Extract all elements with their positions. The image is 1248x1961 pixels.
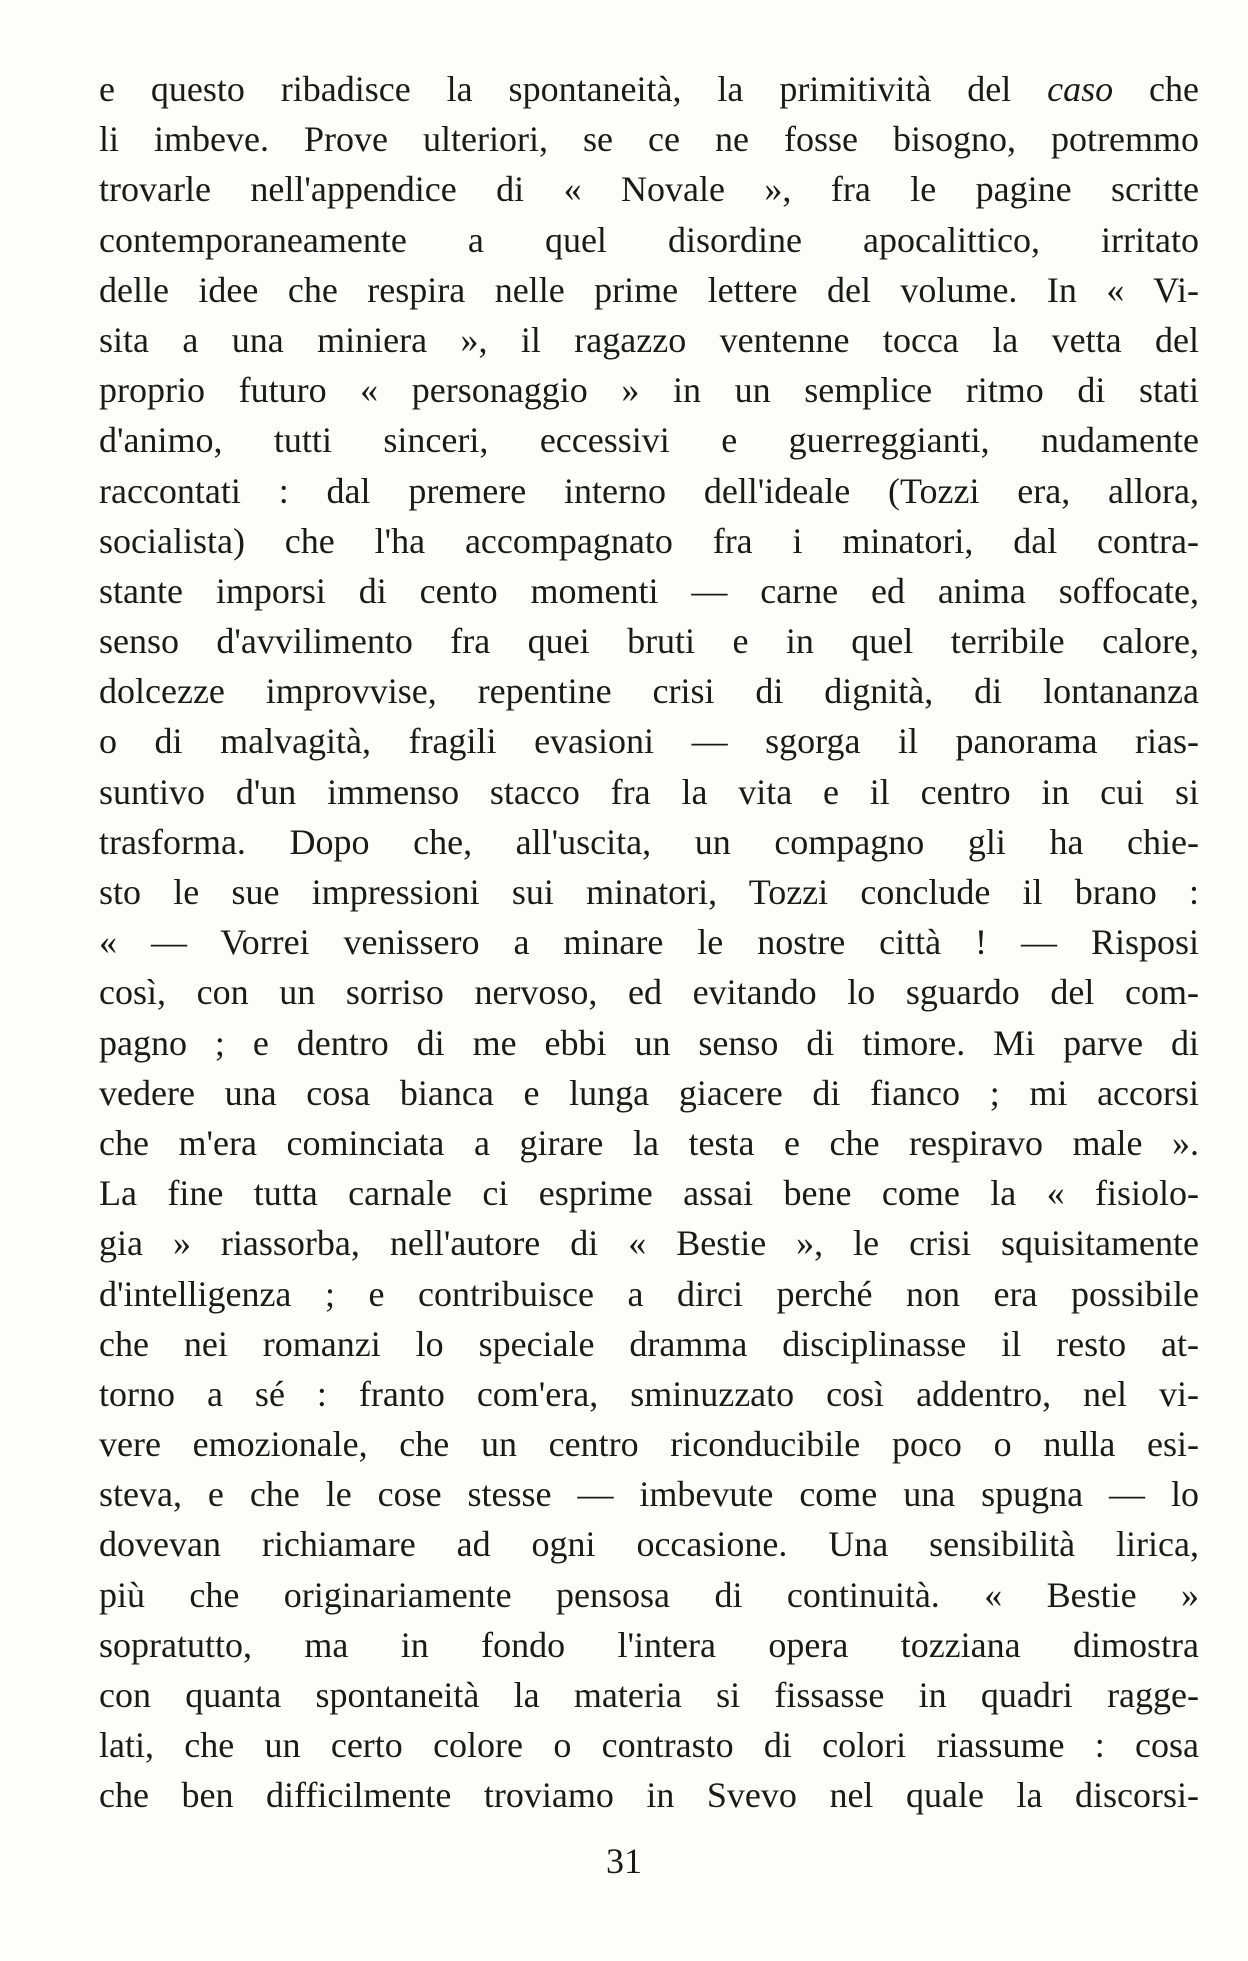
text-line: più che originariamente pensosa di continuità. « Bestie » [99,1574,1199,1615]
text-line: trasforma. Dopo che, all'uscita, un compagno gli ha chie- [99,821,1199,862]
text-line: socialista) che l'ha accompagnato fra i minatori, dal contra- [99,520,1199,561]
text-line: stante imporsi di cento momenti — carne ed anima soffocate, [99,570,1199,611]
text-line: che m'era cominciata a girare la testa e che respiravo male ». [99,1122,1199,1163]
text-line: trovarle nell'appendice di « Novale », fra le pagine scritte [99,169,1199,210]
text-line: che nei romanzi lo speciale dramma disciplinasse il resto at- [99,1323,1199,1364]
text-line: pagno ; e dentro di me ebbi un senso di timore. Mi parve di [99,1022,1199,1063]
text-line: lati, che un certo colore o contrasto di colori riassume : cosa [99,1725,1199,1766]
text-line: suntivo d'un immenso stacco fra la vita e il centro in cui si [99,771,1199,812]
text-line: sita a una miniera », il ragazzo ventenne tocca la vetta del [99,319,1199,360]
italic-word: caso [1047,69,1114,109]
text-line: li imbeve. Prove ulteriori, se ce ne fosse bisogno, potremmo [99,119,1199,160]
body-text [99,64,1199,1821]
text-line: che ben difficilmente troviamo in Svevo nel quale la discorsi- [99,1775,1199,1816]
text-line: o di malvagità, fragili evasioni — sgorga il panorama rias- [99,721,1199,762]
text-line: dovevan richiamare ad ogni occasione. Una sensibilità lirica, [99,1524,1199,1565]
text-line: senso d'avvilimento fra quei bruti e in quel terribile calore, [99,621,1199,662]
text-line: « — Vorrei venissero a minare le nostre città ! — Risposi [99,922,1199,963]
text-line: proprio futuro « personaggio » in un semplice ritmo di stati [99,370,1199,411]
text-line: torno a sé : franto com'era, sminuzzato così addentro, nel vi- [99,1373,1199,1414]
text-line: gia » riassorba, nell'autore di « Bestie », le crisi squisitamente [99,1223,1199,1264]
text-line: vedere una cosa bianca e lunga giacere di fianco ; mi accorsi [99,1072,1199,1113]
text-line: delle idee che respira nelle prime lettere del volume. In « Vi- [99,269,1199,310]
text-line: sopratutto, ma in fondo l'intera opera tozziana dimostra [99,1624,1199,1665]
text-line: vere emozionale, che un centro riconducibile poco o nulla esi- [99,1424,1199,1465]
text-line: raccontati : dal premere interno dell'ideale (Tozzi era, allora, [99,470,1199,511]
text-line: d'intelligenza ; e contribuisce a dirci perché non era possibile [99,1273,1199,1314]
text-line: contemporaneamente a quel disordine apocalittico, irritato [99,219,1199,260]
text-line: con quanta spontaneità la materia si fissasse in quadri ragge- [99,1675,1199,1715]
text-line: dolcezze improvvise, repentine crisi di dignità, di lontananza [99,671,1199,712]
text-line: così, con un sorriso nervoso, ed evitando lo sguardo del com- [99,972,1199,1013]
text-line: d'animo, tutti sinceri, eccessivi e guerreggianti, nudamente [99,420,1199,461]
page-number: 31 [606,1841,642,1881]
text-line: e questo ribadisce la spontaneità, la primitività del caso che [99,69,1199,109]
text-line: sto le sue impressioni sui minatori, Tozzi conclude il brano : [99,872,1199,912]
text-line: La fine tutta carnale ci esprime assai bene come la « fisiolo- [99,1173,1199,1214]
text-line: steva, e che le cose stesse — imbevute come una spugna — lo [99,1474,1199,1515]
